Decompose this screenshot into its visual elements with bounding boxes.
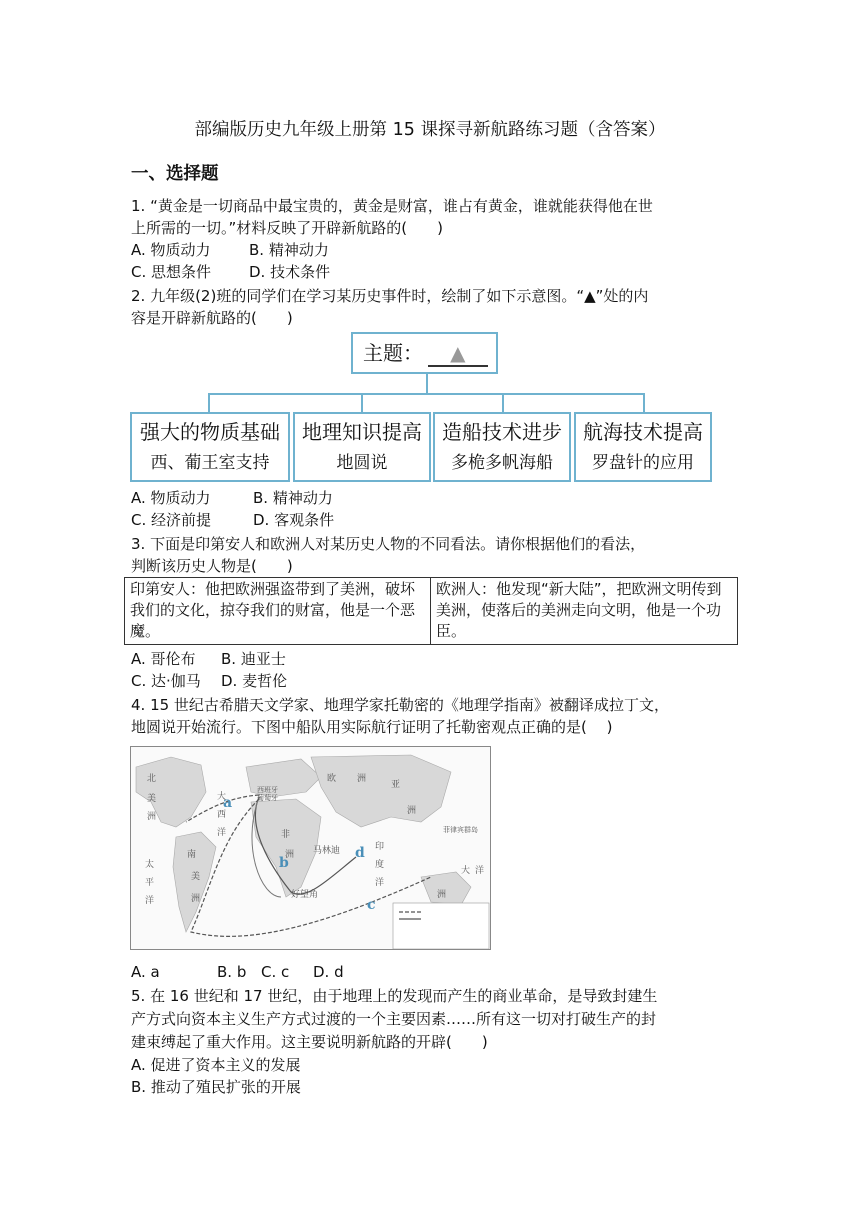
map-label-zhou6: 洲: [437, 890, 447, 900]
q2-option-c[interactable]: C. 经济前提: [131, 511, 212, 529]
map-label-portugal: 葡萄牙: [257, 794, 278, 802]
q3-option-b[interactable]: B. 迪亚士: [221, 650, 286, 668]
q1-option-c[interactable]: C. 思想条件: [131, 263, 212, 281]
diagram-connector-4: [643, 393, 645, 413]
map-label-mei2: 美: [191, 872, 201, 882]
world-map-graphic: [131, 747, 490, 949]
q3-stem-line1: 3. 下面是印第安人和欧洲人对某历史人物的不同看法。请你根据他们的看法，: [131, 535, 646, 553]
q3-european-view: 欧洲人：他发现“新大陆”，把欧洲文明传到美洲，使落后的美洲走向文明，他是一个功臣。: [436, 580, 722, 640]
q4-stem-line1: 4. 15 世纪古希腊天文学家、地理学家托勒密的《地理学指南》被翻译成拉丁文，: [131, 696, 669, 714]
diagram-box-2-detail: 地圆说: [336, 453, 388, 473]
map-label-fei: 非: [281, 830, 291, 840]
q1-option-b[interactable]: B. 精神动力: [249, 241, 329, 259]
q4-option-b[interactable]: B. b: [217, 963, 247, 981]
q2-stem-line1: 2. 九年级(2)班的同学们在学习某历史事件时，绘制了如下示意图。“▲”处的内: [131, 287, 649, 305]
q3-indian-view: 印第安人：他把欧洲强盗带到了美洲，破坏我们的文化，掠夺我们的财富，他是一个恶魔。: [125, 578, 431, 644]
q1-stem-line1: 1. “黄金是一切商品中最宝贵的，黄金是财富，谁占有黄金，谁就能获得他在世: [131, 197, 653, 215]
diagram-box-3: [433, 412, 571, 482]
map-label-zhou2: 洲: [191, 894, 201, 904]
diagram-connector-stem: [426, 374, 428, 394]
map-label-xi: 西: [217, 810, 227, 820]
diagram-box-4-title: 航海技术提高: [583, 420, 703, 444]
q3-stem-line2: 判断该历史人物是( ): [131, 557, 293, 575]
q2-options-row2: [131, 510, 334, 531]
map-label-ping: 平: [145, 878, 155, 888]
q3-options-row2: [131, 671, 287, 692]
q5-option-a[interactable]: A. 促进了资本主义的发展: [131, 1056, 301, 1074]
diagram-connector-bar: [208, 393, 644, 395]
diagram-topic-label: 主题：: [363, 341, 423, 365]
map-label-da2: 大: [461, 866, 471, 876]
q3-opinion-table: [124, 577, 738, 645]
diagram-box-4-detail: 罗盘针的应用: [592, 453, 694, 473]
q4-route-map: [130, 746, 491, 950]
diagram-box-1-title: 强大的物质基础: [140, 420, 280, 444]
route-label-d: d: [355, 845, 365, 861]
diagram-topic-box: [351, 332, 498, 374]
diagram-connector-2: [361, 393, 363, 413]
section-heading: 一、选择题: [131, 164, 219, 184]
q4-options-row: [131, 962, 344, 983]
map-label-yang2: 洋: [145, 896, 155, 906]
diagram-box-2-title: 地理知识提高: [302, 420, 422, 444]
q2-stem-line2: 容是开辟新航路的( ): [131, 309, 293, 327]
route-label-a: a: [223, 795, 233, 811]
q4-option-c[interactable]: C. c: [261, 963, 290, 981]
q2-option-a[interactable]: A. 物质动力: [131, 489, 211, 507]
diagram-box-3-detail: 多桅多帆海船: [451, 453, 553, 473]
q2-option-b[interactable]: B. 精神动力: [253, 489, 333, 507]
map-label-zhou: 洲: [147, 812, 157, 822]
map-label-zhou3: 洲: [357, 774, 367, 784]
map-label-mei: 美: [147, 794, 157, 804]
q2-options-row1: [131, 488, 333, 509]
map-label-spain: 西班牙: [257, 786, 278, 794]
map-label-zhou4: 洲: [407, 806, 417, 816]
map-label-philippines: 菲律宾群岛: [443, 826, 478, 834]
map-label-ya: 亚: [391, 780, 401, 790]
q3-option-a[interactable]: A. 哥伦布: [131, 650, 196, 668]
map-label-zhou5: 洲: [285, 850, 295, 860]
q1-option-a[interactable]: A. 物质动力: [131, 241, 211, 259]
diagram-box-3-title: 造船技术进步: [442, 420, 562, 444]
q2-option-d[interactable]: D. 客观条件: [253, 511, 335, 529]
q3-options-row1: [131, 649, 286, 670]
route-label-c: c: [367, 897, 376, 913]
diagram-box-4: [574, 412, 712, 482]
map-label-du: 度: [375, 860, 385, 870]
q5-stem-line1: 5. 在 16 世纪和 17 世纪，由于地理上的发现而产生的商业革命，是导致封建生: [131, 987, 658, 1005]
q4-stem-line2: 地圆说开始流行。下图中船队用实际航行证明了托勒密观点正确的是( ): [131, 718, 613, 736]
map-label-ou: 欧: [327, 774, 337, 784]
map-label-tai: 太: [145, 860, 155, 870]
diagram-connector-3: [502, 393, 504, 413]
diagram-connector-1: [208, 393, 210, 413]
map-label-malindi: 马林迪: [313, 846, 341, 856]
q5-stem-line2: 产方式向资本主义生产方式过渡的一个主要因素……所有这一切对打破生产的封: [131, 1010, 657, 1028]
q1-options-row2: [131, 262, 330, 283]
q1-option-d[interactable]: D. 技术条件: [249, 263, 331, 281]
diagram-box-1: [130, 412, 290, 482]
map-label-yang4: 洋: [475, 866, 485, 876]
map-label-da: 大: [217, 792, 227, 802]
diagram-box-2: [293, 412, 431, 482]
map-label-nan: 南: [187, 850, 197, 860]
map-label-yin: 印: [375, 842, 385, 852]
map-label-bei: 北: [147, 774, 157, 784]
q4-option-d[interactable]: D. d: [313, 963, 344, 981]
diagram-box-1-detail: 西、葡王室支持: [150, 453, 270, 473]
q5-option-b[interactable]: B. 推动了殖民扩张的开展: [131, 1078, 301, 1096]
document-title: 部编版历史九年级上册第 15 课探寻新航路练习题（含答案）: [194, 120, 666, 140]
map-label-cape-good-hope: 好望角: [291, 890, 319, 900]
q5-stem-line3: 建束缚起了重大作用。这主要说明新航路的开辟( ): [131, 1033, 488, 1051]
map-label-yang: 洋: [217, 828, 227, 838]
route-label-b: b: [279, 855, 289, 871]
q3-option-c[interactable]: C. 达·伽马: [131, 672, 201, 690]
q4-option-a[interactable]: A. a: [131, 963, 160, 981]
map-label-yang3: 洋: [375, 878, 385, 888]
triangle-icon: ▲: [428, 341, 488, 367]
q1-options-row1: [131, 240, 329, 261]
q1-stem-line2: 上所需的一切。”材料反映了开辟新航路的( ): [131, 219, 443, 237]
q3-option-d[interactable]: D. 麦哲伦: [221, 672, 288, 690]
